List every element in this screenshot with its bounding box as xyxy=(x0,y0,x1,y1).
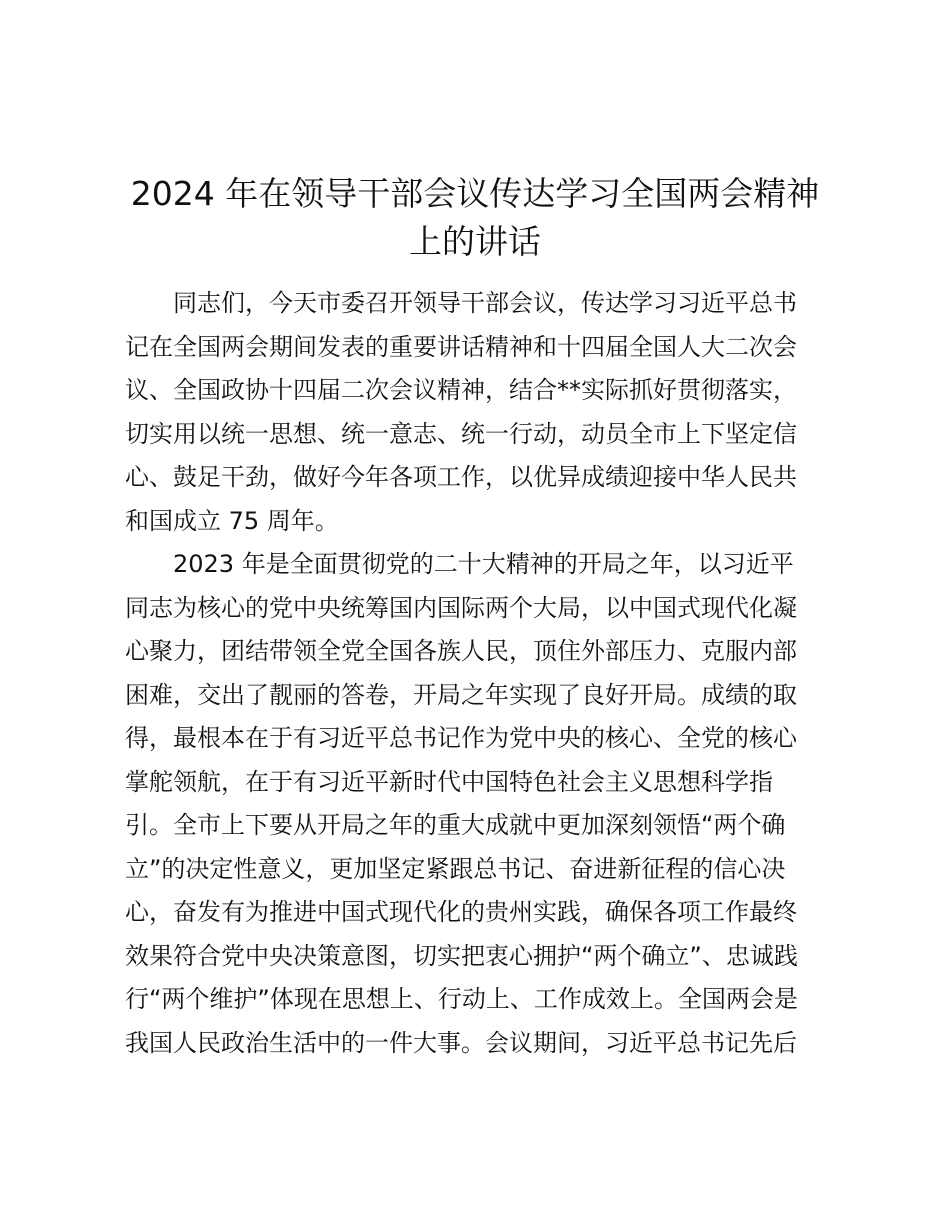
text-line: 和国成立 75 周年。 xyxy=(125,506,339,535)
text-line: 引。全市上下要从开局之年的重大成就中更加深刻领悟“两个确 xyxy=(125,811,786,839)
title-line: 上的讲话 xyxy=(409,222,541,261)
text-line: 记在全国两会期间发表的重要讲话精神和十四届全国人大二次会 xyxy=(125,332,797,361)
text-line: 心、鼓足干劲，做好今年各项工作，以优异成绩迎接中华人民共 xyxy=(125,463,797,491)
text-line: 同志们，今天市委召开领导干部会议，传达学习习近平总书 xyxy=(173,289,797,317)
text-line: 立”的决定性意义，更加坚定紧跟总书记、奋进新征程的信心决 xyxy=(125,854,786,883)
text-line: 议、全国政协十四届二次会议精神，结合**实际抓好贯彻落实， xyxy=(125,376,797,404)
text-line: 掌舵领航，在于有习近平新时代中国特色社会主义思想科学指 xyxy=(125,767,773,796)
text-line: 同志为核心的党中央统筹国内国际两个大局，以中国式现代化凝 xyxy=(125,593,797,622)
paragraph-2 xyxy=(125,543,830,1065)
text-line: 2023 年是全面贯彻党的二十大精神的开局之年，以习近平 xyxy=(173,550,794,578)
text-line: 困难，交出了靓丽的答卷，开局之年实现了良好开局。成绩的取 xyxy=(125,680,797,709)
document-title xyxy=(100,170,850,266)
document-body xyxy=(125,282,830,1065)
text-line: 我国人民政治生活中的一件大事。会议期间，习近平总书记先后 xyxy=(125,1028,797,1057)
text-line: 心聚力，团结带领全党全国各族人民，顶住外部压力、克服内部 xyxy=(125,637,797,665)
title-line: 2024 年在领导干部会议传达学习全国两会精神 xyxy=(130,174,820,213)
text-line: 得，最根本在于有习近平总书记作为党中央的核心、全党的核心 xyxy=(125,724,797,752)
text-line: 行“两个维护”体现在思想上、行动上、工作成效上。全国两会是 xyxy=(125,985,798,1013)
text-line: 效果符合党中央决策意图，切实把衷心拥护“两个确立”、忠诚践 xyxy=(125,941,798,970)
paragraph-1 xyxy=(125,282,830,543)
text-line: 心，奋发有为推进中国式现代化的贵州实践，确保各项工作最终 xyxy=(125,898,797,926)
text-line: 切实用以统一思想、统一意志、统一行动，动员全市上下坚定信 xyxy=(125,419,797,448)
